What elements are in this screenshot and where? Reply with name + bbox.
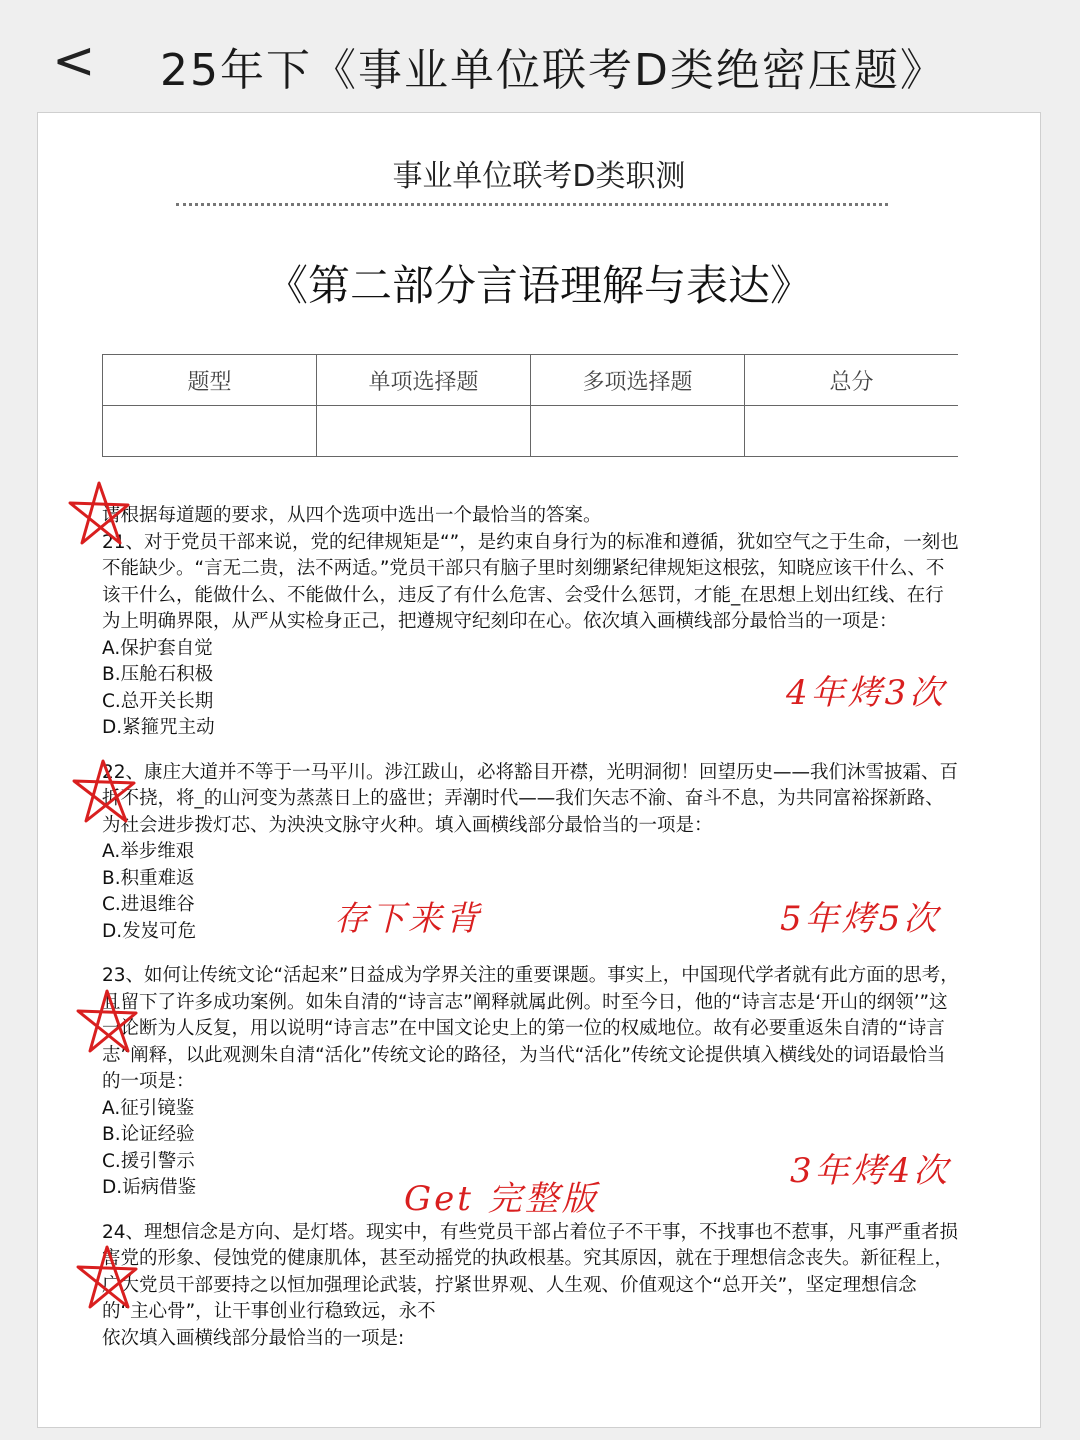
option: B.积重难返 (102, 867, 195, 889)
instruction: 请根据每道题的要求，从四个选项中选出一个最恰当的答案。 (102, 505, 602, 526)
back-button[interactable]: < (52, 31, 96, 91)
handwritten-note-q21: 4年烤3次 (786, 673, 947, 713)
score-table-header: 多项选择题 (531, 355, 745, 406)
score-table-cell (531, 406, 745, 457)
page-title: 25年下《事业单位联考D类绝密压题》 (160, 45, 946, 96)
star-mark-icon (70, 757, 140, 827)
score-table (102, 354, 958, 457)
star-mark-icon (72, 987, 142, 1057)
score-table-header: 总分 (745, 355, 959, 406)
score-table-row (103, 406, 959, 457)
score-table-cell (317, 406, 531, 457)
handwritten-note-get: Get 完整版 (404, 1179, 599, 1219)
dotted-divider (176, 203, 888, 206)
handwritten-note-q22: 5年烤5次 (780, 899, 941, 939)
handwritten-note-q23: 3年烤4次 (790, 1151, 951, 1191)
score-table-cell (745, 406, 959, 457)
question-text: 21、对于党员干部来说，党的纪律规矩是“”，是约束自身行为的标准和遵循，犹如空气之于生命，一刻也不能缺少。“言无二贵，法不两适。”党员干部只有脑子里时刻绷紧纪律规矩这根弦，知晓应该干什么、不该干什么，能做什么、不能做什么，违反了有什么危害、会受什么惩罚，才能_在思想上划出红线、在行为上明确界限，从严从实检身正己，把遵规守纪刻印在心。依次填入画横线部分最恰当的一项是： (102, 531, 959, 632)
option: A.举步维艰 (102, 841, 195, 862)
question-text: 22、康庄大道并不等于一马平川。涉江跋山，必将豁目开襟，光明洞彻！回望历史——我们沐雪披霜、百折不挠，将_的山河变为蒸蒸日上的盛世；弄潮时代——我们矢志不渝、奋斗不息，为共同富裕探新路、为社会进步拨灯芯、为泱泱文脉守火种。填入画横线部分最恰当的一项是： (102, 761, 959, 836)
document-subject: 事业单位联考D类职测 (392, 159, 686, 194)
option: C.进退维谷 (102, 894, 195, 915)
top-bar (0, 0, 1080, 112)
option: D.紧箍咒主动 (102, 717, 215, 738)
option: A.征引镜鉴 (102, 1097, 195, 1119)
star-mark-icon (72, 1243, 142, 1313)
handwritten-note-save: 存下来背 (334, 899, 482, 939)
score-table-cell (103, 406, 317, 457)
option: D.发岌可危 (102, 920, 197, 942)
option: C.总开关长期 (102, 690, 214, 712)
question-prompt: 依次填入画横线部分最恰当的一项是: (102, 1327, 405, 1349)
document-page (37, 112, 1041, 1428)
part-title: 《第二部分言语理解与表达》 (265, 261, 812, 310)
option: A.保护套自觉 (102, 637, 213, 659)
score-table-header-row (103, 355, 959, 406)
question-text: 23、如何让传统文论“活起来”日益成为学界关注的重要课题。事实上，中国现代学者就有此方面的思考，且留下了许多成功案例。如朱自清的“诗言志”阐释就属此例。时至今日，他的“诗言志是‘开山的纲领’”这一论断为人反复，用以说明“诗言志”在中国文论史上的第一位的权威地位。故有必要重返朱自清的“诗言志”阐释，以此观测朱自清“活化”传统文论的路径，为当代“活化”传统文论提供填入横线处的词语最恰当的一项是： (102, 965, 959, 1092)
question-text: 24、理想信念是方向、是灯塔。现实中，有些党员干部占着位子不干事，不找事也不惹事，凡事严重者损害党的形象、侵蚀党的健康肌体，甚至动摇党的执政根基。究其原因，就在于理想信念丧失。新征程上，广大党员干部要持之以恒加强理论武装，拧紧世界观、人生观、价值观这个“总开关”，坚定理想信念的“主心骨”，让干事创业行稳致远，永不 (102, 1221, 959, 1322)
option: D.诟病借鉴 (102, 1177, 197, 1198)
star-mark-icon (64, 479, 134, 549)
option: B.论证经验 (102, 1124, 195, 1145)
score-table-header: 单项选择题 (317, 355, 531, 406)
option: C.援引警示 (102, 1150, 195, 1172)
question-24 (102, 1220, 962, 1353)
score-table-header: 题型 (103, 355, 317, 406)
option: B.压舱石积极 (102, 664, 214, 685)
